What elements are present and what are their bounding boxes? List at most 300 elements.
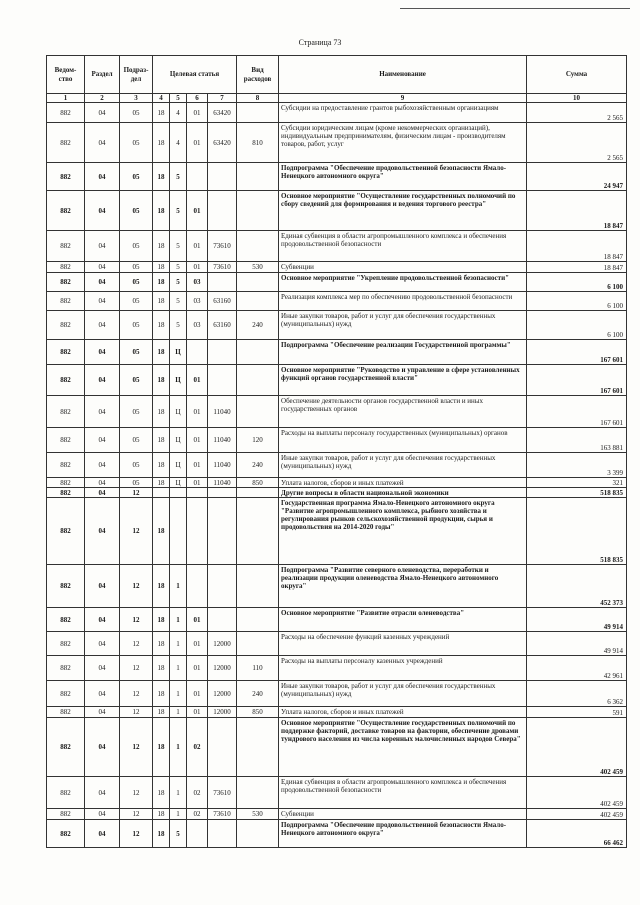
cell-vid-raskhodov bbox=[237, 231, 279, 262]
table-row bbox=[47, 273, 627, 292]
cell-summa: 167 601 bbox=[527, 365, 627, 396]
cell-tselevaya-1: 18 bbox=[153, 809, 170, 820]
cell-tselevaya-2: 5 bbox=[170, 273, 187, 292]
cell-podrazdel: 05 bbox=[120, 123, 153, 163]
cell-naimenovanie: Субвенции bbox=[279, 262, 527, 273]
cell-tselevaya-2: Ц bbox=[170, 428, 187, 453]
column-number-row bbox=[47, 94, 627, 103]
cell-podrazdel: 12 bbox=[120, 608, 153, 632]
cell-podrazdel: 12 bbox=[120, 777, 153, 809]
header-row bbox=[47, 56, 627, 94]
cell-tselevaya-1: 18 bbox=[153, 478, 170, 488]
cell-razdel: 04 bbox=[85, 365, 120, 396]
cell-vid-raskhodov bbox=[237, 632, 279, 656]
table-body bbox=[47, 103, 627, 848]
cell-podrazdel: 05 bbox=[120, 231, 153, 262]
cell-vid-raskhodov: 850 bbox=[237, 478, 279, 488]
cell-summa: 6 100 bbox=[527, 292, 627, 311]
cell-naimenovanie: Подпрограмма "Развитие северного оленеводства, переработки и реализации продукции оленеводства Ямало-Ненецкого автономного округа" bbox=[279, 565, 527, 608]
cell-tselevaya-2: 5 bbox=[170, 820, 187, 848]
cell-razdel: 04 bbox=[85, 273, 120, 292]
cell-summa: 167 601 bbox=[527, 340, 627, 365]
cell-tselevaya-3: 03 bbox=[187, 311, 208, 340]
col-number: 2 bbox=[85, 94, 120, 103]
cell-tselevaya-2: 1 bbox=[170, 707, 187, 718]
cell-podrazdel: 05 bbox=[120, 428, 153, 453]
cell-tselevaya-4: 11040 bbox=[208, 396, 237, 428]
table-row bbox=[47, 340, 627, 365]
cell-tselevaya-1: 18 bbox=[153, 396, 170, 428]
cell-tselevaya-1: 18 bbox=[153, 191, 170, 231]
cell-vedomstvo: 882 bbox=[47, 707, 85, 718]
cell-tselevaya-3: 01 bbox=[187, 123, 208, 163]
cell-naimenovanie: Единая субвенция в области агропромышленного комплекса и обеспечения продовольственной безопасности bbox=[279, 231, 527, 262]
cell-summa: 452 373 bbox=[527, 565, 627, 608]
cell-vedomstvo: 882 bbox=[47, 396, 85, 428]
cell-tselevaya-1: 18 bbox=[153, 681, 170, 707]
cell-tselevaya-1: 18 bbox=[153, 820, 170, 848]
cell-tselevaya-4: 73610 bbox=[208, 231, 237, 262]
table-row bbox=[47, 777, 627, 809]
col-number: 8 bbox=[237, 94, 279, 103]
cell-tselevaya-2: Ц bbox=[170, 340, 187, 365]
cell-tselevaya-2: 4 bbox=[170, 103, 187, 123]
cell-tselevaya-1: 18 bbox=[153, 103, 170, 123]
cell-tselevaya-3: 03 bbox=[187, 292, 208, 311]
table-row bbox=[47, 311, 627, 340]
cell-vid-raskhodov: 530 bbox=[237, 262, 279, 273]
cell-vedomstvo: 882 bbox=[47, 163, 85, 191]
cell-tselevaya-2: 1 bbox=[170, 608, 187, 632]
cell-razdel: 04 bbox=[85, 488, 120, 498]
cell-razdel: 04 bbox=[85, 191, 120, 231]
cell-vedomstvo: 882 bbox=[47, 292, 85, 311]
cell-podrazdel: 12 bbox=[120, 488, 153, 498]
cell-tselevaya-3: 01 bbox=[187, 681, 208, 707]
cell-vedomstvo: 882 bbox=[47, 103, 85, 123]
cell-vedomstvo: 882 bbox=[47, 340, 85, 365]
cell-vedomstvo: 882 bbox=[47, 498, 85, 565]
cell-summa: 18 847 bbox=[527, 191, 627, 231]
cell-naimenovanie: Основное мероприятие "Развитие отрасли оленеводства" bbox=[279, 608, 527, 632]
cell-tselevaya-2: 5 bbox=[170, 231, 187, 262]
cell-tselevaya-2: 1 bbox=[170, 809, 187, 820]
cell-podrazdel: 12 bbox=[120, 656, 153, 681]
cell-podrazdel: 12 bbox=[120, 498, 153, 565]
cell-vedomstvo: 882 bbox=[47, 820, 85, 848]
cell-vid-raskhodov bbox=[237, 365, 279, 396]
cell-naimenovanie: Расходы на выплаты персоналу государственных (муниципальных) органов bbox=[279, 428, 527, 453]
header-tselevaya-statya: Целевая статья bbox=[153, 56, 237, 94]
cell-vid-raskhodov bbox=[237, 103, 279, 123]
cell-naimenovanie: Основное мероприятие "Осуществление государственных полномочий по поддержке факторий, доставке товаров на фактории, обеспечение дровами тундрового населения из числа коренных малочисленных народов Севера" bbox=[279, 718, 527, 777]
cell-tselevaya-4 bbox=[208, 273, 237, 292]
cell-tselevaya-2: 4 bbox=[170, 123, 187, 163]
cell-summa: 18 847 bbox=[527, 231, 627, 262]
cell-podrazdel: 05 bbox=[120, 103, 153, 123]
cell-naimenovanie: Основное мероприятие "Осуществление государственных полномочий по сбору сведений для формирования и ведения торгового реестра" bbox=[279, 191, 527, 231]
table-row bbox=[47, 488, 627, 498]
cell-podrazdel: 05 bbox=[120, 273, 153, 292]
table-row bbox=[47, 262, 627, 273]
cell-summa: 591 bbox=[527, 707, 627, 718]
table-row bbox=[47, 396, 627, 428]
page-number: Страница 73 bbox=[298, 38, 342, 47]
cell-tselevaya-4: 12000 bbox=[208, 632, 237, 656]
cell-tselevaya-3: 01 bbox=[187, 453, 208, 478]
cell-razdel: 04 bbox=[85, 820, 120, 848]
cell-podrazdel: 12 bbox=[120, 632, 153, 656]
cell-podrazdel: 05 bbox=[120, 396, 153, 428]
cell-podrazdel: 12 bbox=[120, 809, 153, 820]
cell-podrazdel: 05 bbox=[120, 365, 153, 396]
cell-tselevaya-1 bbox=[153, 488, 170, 498]
cell-razdel: 04 bbox=[85, 681, 120, 707]
table-row bbox=[47, 453, 627, 478]
cell-vid-raskhodov bbox=[237, 488, 279, 498]
cell-vid-raskhodov bbox=[237, 820, 279, 848]
cell-tselevaya-1: 18 bbox=[153, 340, 170, 365]
cell-naimenovanie: Подпрограмма "Обеспечение продовольственной безопасности Ямало-Ненецкого автономного округа" bbox=[279, 163, 527, 191]
cell-tselevaya-3: 01 bbox=[187, 478, 208, 488]
cell-vedomstvo: 882 bbox=[47, 488, 85, 498]
cell-tselevaya-3: 01 bbox=[187, 231, 208, 262]
cell-vedomstvo: 882 bbox=[47, 718, 85, 777]
cell-tselevaya-4 bbox=[208, 365, 237, 396]
table-row bbox=[47, 123, 627, 163]
cell-tselevaya-3: 01 bbox=[187, 191, 208, 231]
cell-vid-raskhodov bbox=[237, 498, 279, 565]
cell-tselevaya-1: 18 bbox=[153, 498, 170, 565]
cell-vedomstvo: 882 bbox=[47, 262, 85, 273]
cell-razdel: 04 bbox=[85, 340, 120, 365]
col-number: 9 bbox=[279, 94, 527, 103]
cell-vedomstvo: 882 bbox=[47, 681, 85, 707]
cell-tselevaya-4: 73610 bbox=[208, 809, 237, 820]
cell-vedomstvo: 882 bbox=[47, 231, 85, 262]
cell-naimenovanie: Субсидии на предоставление грантов рыбохозяйственным организациям bbox=[279, 103, 527, 123]
cell-tselevaya-4 bbox=[208, 820, 237, 848]
cell-tselevaya-2 bbox=[170, 498, 187, 565]
cell-tselevaya-3 bbox=[187, 565, 208, 608]
cell-naimenovanie: Основное мероприятие "Руководство и управление в сфере установленных функций органов государственной власти" bbox=[279, 365, 527, 396]
cell-tselevaya-1: 18 bbox=[153, 565, 170, 608]
cell-tselevaya-1: 18 bbox=[153, 632, 170, 656]
cell-razdel: 04 bbox=[85, 809, 120, 820]
cell-tselevaya-4: 12000 bbox=[208, 656, 237, 681]
cell-vid-raskhodov bbox=[237, 191, 279, 231]
table-row bbox=[47, 632, 627, 656]
cell-tselevaya-2: Ц bbox=[170, 453, 187, 478]
table-row bbox=[47, 820, 627, 848]
cell-naimenovanie: Другие вопросы в области национальной экономики bbox=[279, 488, 527, 498]
cell-vedomstvo: 882 bbox=[47, 565, 85, 608]
cell-tselevaya-4: 63420 bbox=[208, 123, 237, 163]
cell-tselevaya-2: Ц bbox=[170, 365, 187, 396]
cell-vid-raskhodov bbox=[237, 163, 279, 191]
cell-tselevaya-3: 01 bbox=[187, 396, 208, 428]
table-row bbox=[47, 718, 627, 777]
cell-vid-raskhodov bbox=[237, 340, 279, 365]
cell-razdel: 04 bbox=[85, 478, 120, 488]
cell-tselevaya-3: 01 bbox=[187, 365, 208, 396]
cell-vid-raskhodov bbox=[237, 565, 279, 608]
table-row bbox=[47, 608, 627, 632]
cell-tselevaya-1: 18 bbox=[153, 262, 170, 273]
col-number: 10 bbox=[527, 94, 627, 103]
header-vedomstvo: Ведом-ство bbox=[47, 56, 85, 94]
table-row bbox=[47, 163, 627, 191]
cell-vedomstvo: 882 bbox=[47, 608, 85, 632]
cell-razdel: 04 bbox=[85, 565, 120, 608]
table-row bbox=[47, 292, 627, 311]
cell-razdel: 04 bbox=[85, 123, 120, 163]
cell-tselevaya-1: 18 bbox=[153, 273, 170, 292]
table-row bbox=[47, 498, 627, 565]
cell-vedomstvo: 882 bbox=[47, 365, 85, 396]
cell-vid-raskhodov: 810 bbox=[237, 123, 279, 163]
cell-razdel: 04 bbox=[85, 498, 120, 565]
cell-vedomstvo: 882 bbox=[47, 123, 85, 163]
cell-tselevaya-4: 63160 bbox=[208, 292, 237, 311]
cell-naimenovanie: Обеспечение деятельности органов государственной власти и иных государственных органов bbox=[279, 396, 527, 428]
col-number: 6 bbox=[187, 94, 208, 103]
cell-vedomstvo: 882 bbox=[47, 478, 85, 488]
cell-vid-raskhodov: 530 bbox=[237, 809, 279, 820]
table-row bbox=[47, 191, 627, 231]
cell-tselevaya-1: 18 bbox=[153, 163, 170, 191]
cell-tselevaya-2: 5 bbox=[170, 292, 187, 311]
cell-tselevaya-3 bbox=[187, 163, 208, 191]
cell-tselevaya-3: 02 bbox=[187, 718, 208, 777]
cell-naimenovanie: Реализация комплекса мер по обеспечению продовольственной безопасности bbox=[279, 292, 527, 311]
cell-podrazdel: 12 bbox=[120, 681, 153, 707]
cell-tselevaya-1: 18 bbox=[153, 453, 170, 478]
cell-summa: 42 961 bbox=[527, 656, 627, 681]
cell-naimenovanie: Основное мероприятие "Укрепление продовольственной безопасности" bbox=[279, 273, 527, 292]
cell-tselevaya-3: 01 bbox=[187, 608, 208, 632]
table-row bbox=[47, 478, 627, 488]
cell-summa: 6 362 bbox=[527, 681, 627, 707]
cell-tselevaya-2 bbox=[170, 488, 187, 498]
cell-summa: 66 462 bbox=[527, 820, 627, 848]
cell-razdel: 04 bbox=[85, 656, 120, 681]
cell-tselevaya-3: 01 bbox=[187, 428, 208, 453]
cell-tselevaya-4 bbox=[208, 498, 237, 565]
cell-tselevaya-3 bbox=[187, 498, 208, 565]
cell-vedomstvo: 882 bbox=[47, 777, 85, 809]
cell-summa: 24 947 bbox=[527, 163, 627, 191]
cell-razdel: 04 bbox=[85, 163, 120, 191]
cell-tselevaya-2: 5 bbox=[170, 311, 187, 340]
cell-tselevaya-1: 18 bbox=[153, 311, 170, 340]
cell-tselevaya-4: 63160 bbox=[208, 311, 237, 340]
cell-razdel: 04 bbox=[85, 103, 120, 123]
cell-naimenovanie: Расходы на обеспечение функций казенных учреждений bbox=[279, 632, 527, 656]
cell-tselevaya-2: Ц bbox=[170, 396, 187, 428]
cell-podrazdel: 05 bbox=[120, 262, 153, 273]
table-row bbox=[47, 656, 627, 681]
cell-tselevaya-3: 03 bbox=[187, 273, 208, 292]
cell-vedomstvo: 882 bbox=[47, 453, 85, 478]
cell-razdel: 04 bbox=[85, 231, 120, 262]
header-razdel: Раздел bbox=[85, 56, 120, 94]
cell-naimenovanie: Субвенции bbox=[279, 809, 527, 820]
cell-summa: 402 459 bbox=[527, 809, 627, 820]
cell-summa: 402 459 bbox=[527, 777, 627, 809]
cell-podrazdel: 12 bbox=[120, 565, 153, 608]
cell-tselevaya-1: 18 bbox=[153, 777, 170, 809]
table-row bbox=[47, 565, 627, 608]
cell-vid-raskhodov: 240 bbox=[237, 681, 279, 707]
cell-vid-raskhodov bbox=[237, 718, 279, 777]
col-number: 7 bbox=[208, 94, 237, 103]
cell-summa: 2 565 bbox=[527, 103, 627, 123]
cell-vedomstvo: 882 bbox=[47, 311, 85, 340]
cell-tselevaya-4 bbox=[208, 718, 237, 777]
cell-summa: 321 bbox=[527, 478, 627, 488]
cell-tselevaya-3: 01 bbox=[187, 262, 208, 273]
cell-tselevaya-3: 01 bbox=[187, 632, 208, 656]
cell-razdel: 04 bbox=[85, 262, 120, 273]
cell-podrazdel: 12 bbox=[120, 718, 153, 777]
cell-podrazdel: 05 bbox=[120, 191, 153, 231]
cell-razdel: 04 bbox=[85, 608, 120, 632]
col-number: 1 bbox=[47, 94, 85, 103]
table-row bbox=[47, 681, 627, 707]
cell-razdel: 04 bbox=[85, 777, 120, 809]
cell-tselevaya-4: 12000 bbox=[208, 681, 237, 707]
cell-tselevaya-3 bbox=[187, 820, 208, 848]
cell-tselevaya-1: 18 bbox=[153, 428, 170, 453]
cell-tselevaya-4 bbox=[208, 340, 237, 365]
cell-tselevaya-2: 1 bbox=[170, 718, 187, 777]
cell-tselevaya-1: 18 bbox=[153, 608, 170, 632]
cell-naimenovanie: Субсидии юридическим лицам (кроме некоммерческих организаций), индивидуальным предпринимателям, физическим лицам - производителям товаров, работ, услуг bbox=[279, 123, 527, 163]
cell-tselevaya-1: 18 bbox=[153, 231, 170, 262]
cell-podrazdel: 05 bbox=[120, 340, 153, 365]
cell-summa: 6 100 bbox=[527, 273, 627, 292]
cell-tselevaya-1: 18 bbox=[153, 365, 170, 396]
cell-vedomstvo: 882 bbox=[47, 809, 85, 820]
cell-tselevaya-4: 73610 bbox=[208, 777, 237, 809]
cell-naimenovanie: Подпрограмма "Обеспечение реализации Государственной программы" bbox=[279, 340, 527, 365]
cell-podrazdel: 05 bbox=[120, 453, 153, 478]
cell-tselevaya-1: 18 bbox=[153, 292, 170, 311]
cell-podrazdel: 05 bbox=[120, 292, 153, 311]
cell-tselevaya-2: 1 bbox=[170, 632, 187, 656]
cell-vid-raskhodov bbox=[237, 292, 279, 311]
table-row bbox=[47, 103, 627, 123]
cell-podrazdel: 12 bbox=[120, 820, 153, 848]
cell-razdel: 04 bbox=[85, 718, 120, 777]
cell-vedomstvo: 882 bbox=[47, 428, 85, 453]
cell-tselevaya-4: 63420 bbox=[208, 103, 237, 123]
cell-summa: 3 399 bbox=[527, 453, 627, 478]
cell-vid-raskhodov bbox=[237, 608, 279, 632]
table-row bbox=[47, 231, 627, 262]
header-naimenovanie: Наименование bbox=[279, 56, 527, 94]
cell-tselevaya-2: 5 bbox=[170, 262, 187, 273]
cell-summa: 18 847 bbox=[527, 262, 627, 273]
cell-tselevaya-1: 18 bbox=[153, 707, 170, 718]
cell-razdel: 04 bbox=[85, 428, 120, 453]
cell-vid-raskhodov: 110 bbox=[237, 656, 279, 681]
cell-tselevaya-3: 02 bbox=[187, 809, 208, 820]
cell-naimenovanie: Иные закупки товаров, работ и услуг для обеспечения государственных (муниципальных) нужд bbox=[279, 311, 527, 340]
col-number: 5 bbox=[170, 94, 187, 103]
cell-tselevaya-2: 1 bbox=[170, 565, 187, 608]
cell-tselevaya-4: 11040 bbox=[208, 478, 237, 488]
cell-naimenovanie: Подпрограмма "Обеспечение продовольственной безопасности Ямало-Ненецкого автономного округа" bbox=[279, 820, 527, 848]
cell-tselevaya-1: 18 bbox=[153, 718, 170, 777]
cell-naimenovanie: Государственная программа Ямало-Ненецкого автономного округа "Развитие агропромышленного комплекса, рыбного хозяйства и регулирования рынков сельскохозяйственной продукции, сырья и продовольствия на 2014-2020 годы" bbox=[279, 498, 527, 565]
cell-summa: 402 459 bbox=[527, 718, 627, 777]
header-podrazdel: Подраз-дел bbox=[120, 56, 153, 94]
cell-tselevaya-3: 01 bbox=[187, 656, 208, 681]
cell-summa: 49 914 bbox=[527, 608, 627, 632]
cell-podrazdel: 05 bbox=[120, 311, 153, 340]
cell-tselevaya-4 bbox=[208, 565, 237, 608]
col-number: 3 bbox=[120, 94, 153, 103]
cell-vid-raskhodov bbox=[237, 777, 279, 809]
cell-tselevaya-4: 73610 bbox=[208, 262, 237, 273]
cell-tselevaya-3: 01 bbox=[187, 103, 208, 123]
cell-tselevaya-4: 11040 bbox=[208, 453, 237, 478]
cell-tselevaya-3 bbox=[187, 488, 208, 498]
cell-summa: 49 914 bbox=[527, 632, 627, 656]
top-rule bbox=[400, 8, 630, 9]
cell-summa: 6 100 bbox=[527, 311, 627, 340]
cell-tselevaya-4: 12000 bbox=[208, 707, 237, 718]
cell-tselevaya-2: Ц bbox=[170, 478, 187, 488]
cell-vid-raskhodov bbox=[237, 273, 279, 292]
cell-naimenovanie: Уплата налогов, сборов и иных платежей bbox=[279, 478, 527, 488]
cell-vedomstvo: 882 bbox=[47, 191, 85, 231]
cell-vid-raskhodov: 850 bbox=[237, 707, 279, 718]
cell-vedomstvo: 882 bbox=[47, 656, 85, 681]
cell-tselevaya-2: 1 bbox=[170, 777, 187, 809]
header-summa: Сумма bbox=[527, 56, 627, 94]
table-row bbox=[47, 428, 627, 453]
cell-naimenovanie: Расходы на выплаты персоналу казенных учреждений bbox=[279, 656, 527, 681]
budget-table bbox=[46, 55, 627, 848]
cell-tselevaya-4: 11040 bbox=[208, 428, 237, 453]
cell-vid-raskhodov bbox=[237, 396, 279, 428]
cell-tselevaya-3: 02 bbox=[187, 777, 208, 809]
cell-razdel: 04 bbox=[85, 396, 120, 428]
table-row bbox=[47, 365, 627, 396]
cell-podrazdel: 12 bbox=[120, 707, 153, 718]
cell-tselevaya-4 bbox=[208, 191, 237, 231]
table-row bbox=[47, 809, 627, 820]
cell-tselevaya-4 bbox=[208, 488, 237, 498]
header-vid-raskhodov: Вид расходов bbox=[237, 56, 279, 94]
cell-naimenovanie: Иные закупки товаров, работ и услуг для обеспечения государственных (муниципальных) нужд bbox=[279, 681, 527, 707]
cell-vid-raskhodov: 240 bbox=[237, 453, 279, 478]
cell-summa: 518 835 bbox=[527, 488, 627, 498]
cell-razdel: 04 bbox=[85, 311, 120, 340]
cell-vedomstvo: 882 bbox=[47, 632, 85, 656]
cell-vedomstvo: 882 bbox=[47, 273, 85, 292]
cell-tselevaya-2: 5 bbox=[170, 191, 187, 231]
cell-razdel: 04 bbox=[85, 453, 120, 478]
cell-podrazdel: 05 bbox=[120, 478, 153, 488]
cell-tselevaya-4 bbox=[208, 163, 237, 191]
cell-tselevaya-1: 18 bbox=[153, 123, 170, 163]
cell-tselevaya-3 bbox=[187, 340, 208, 365]
cell-summa: 163 881 bbox=[527, 428, 627, 453]
